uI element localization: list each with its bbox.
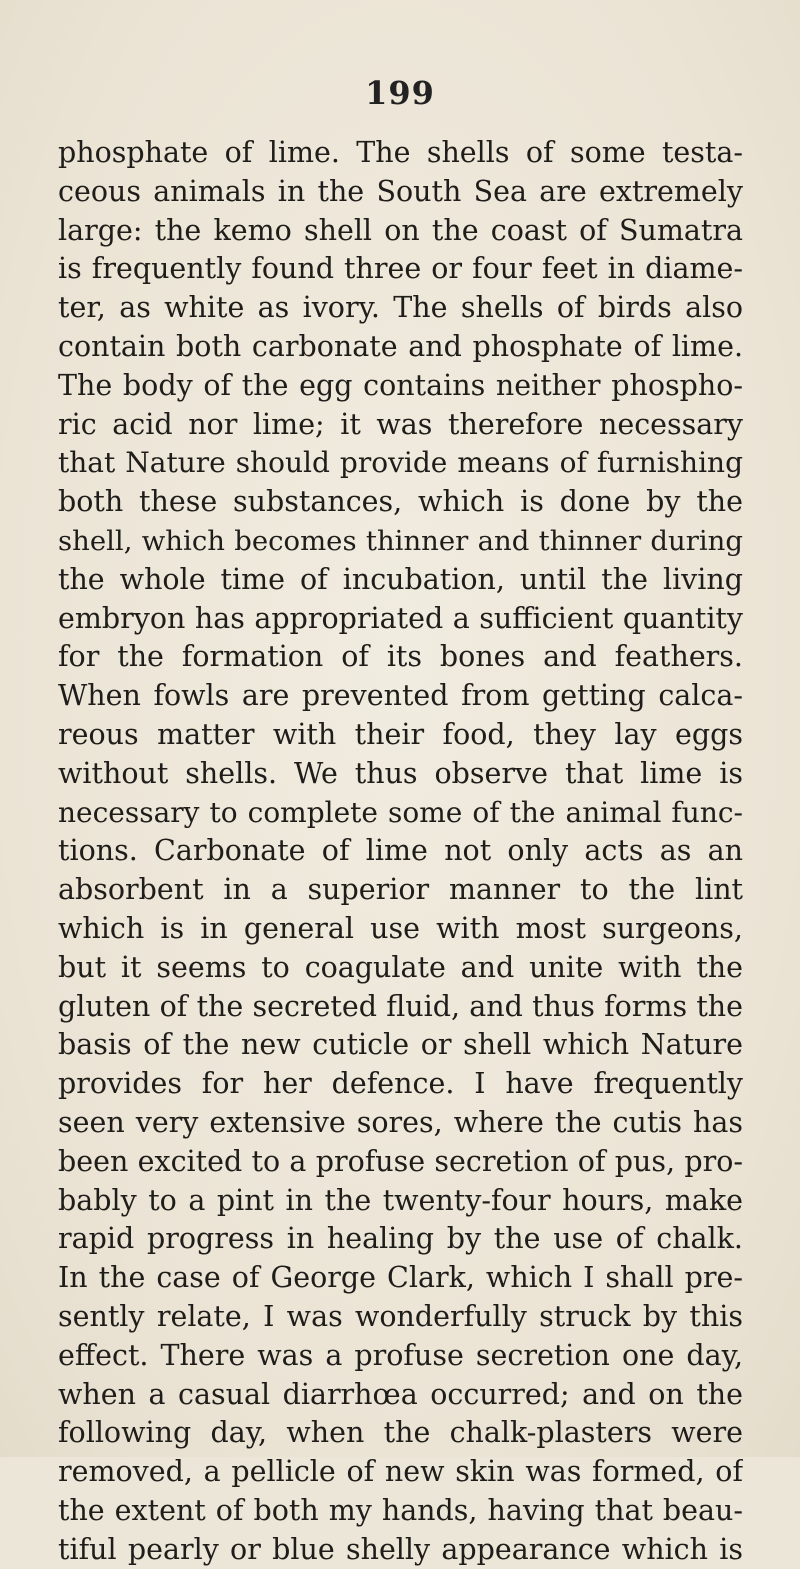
text-line: the extent of both my hands, having that beau- [58,1493,743,1527]
text-line: phosphate of lime. The shells of some testa- [58,136,743,169]
text-line: removed, a pellicle of new skin was formed, of [58,1455,743,1489]
text-line: ceous animals in the South Sea are extremely [58,174,743,208]
text-line: absorbent in a superior manner to the lint [58,873,743,907]
text-line: effect. There was a profuse secretion one day, [58,1338,743,1372]
text-line: when a casual diarrhœa occurred; and on the [58,1377,743,1411]
text-line: provides for her defence. I have frequently [58,1067,743,1101]
text-line: that Nature should provide means of furnishing [58,446,743,480]
text-line: necessary to complete some of the animal func- [58,795,743,829]
body-text [58,134,743,1569]
text-line: ter, as white as ivory. The shells of birds also [58,291,743,325]
text-line: both these substances, which is done by the [58,485,743,519]
text-line: been excited to a profuse secretion of pus, pro- [58,1144,743,1178]
text-line: without shells. We thus observe that lime is [58,756,743,790]
text-line: tiful pearly or blue shelly appearance which is [58,1532,743,1566]
text-line: reous matter with their food, they lay eggs [58,717,743,751]
text-line: ric acid nor lime; it was therefore necessary [58,407,743,441]
text-line: following day, when the chalk-plasters were [58,1416,743,1450]
text-line: tions. Carbonate of lime not only acts as an [58,834,743,868]
text-line: contain both carbonate and phosphate of lime. [58,329,743,363]
text-line: When fowls are prevented from getting calca- [58,679,743,713]
text-line: for the formation of its bones and feathers. [58,640,743,674]
text-line: but it seems to coagulate and unite with the [58,950,743,984]
text-line: The body of the egg contains neither phospho- [58,368,743,402]
text-line: In the case of George Clark, which I shall pre- [58,1261,743,1295]
text-line: is frequently found three or four feet in diame- [58,252,743,286]
text-line: large: the kemo shell on the coast of Sumatra [58,213,743,247]
text-line: gluten of the secreted fluid, and thus forms the [58,989,743,1023]
text-line: seen very extensive sores, where the cutis has [58,1105,743,1139]
text-line: the whole time of incubation, until the living [58,562,743,596]
text-line: sently relate, I was wonderfully struck by this [58,1299,743,1333]
text-line: shell, which becomes thinner and thinner during [58,524,743,557]
text-line: embryon has appropriated a sufficient quantity [58,601,743,635]
text-line: bably to a pint in the twenty-four hours, make [58,1183,743,1217]
text-line: rapid progress in healing by the use of chalk. [58,1222,743,1256]
text-line: which is in general use with most surgeons, [58,911,743,945]
text-line: basis of the new cuticle or shell which Nature [58,1028,743,1062]
page-number: 199 [365,74,435,112]
